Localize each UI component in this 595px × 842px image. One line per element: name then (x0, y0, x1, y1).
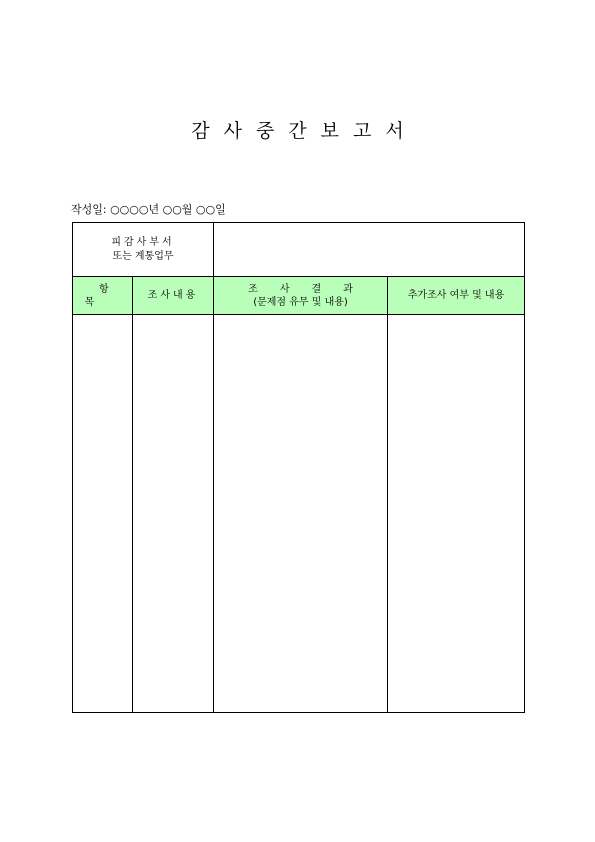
table-row (73, 315, 525, 713)
header-item-label: 항목 (84, 283, 135, 308)
dept-value-cell[interactable] (214, 223, 525, 277)
cell-content[interactable] (133, 315, 214, 713)
date-line: 작성일: ○○○○년 ○○월 ○○일 (71, 203, 226, 216)
dept-label-line2: 또는 계통업무 (112, 250, 174, 262)
header-content-label: 조사내용 (147, 290, 199, 301)
dept-label-line1: 피감사부서 (111, 236, 175, 248)
dept-label-cell (73, 223, 214, 277)
audit-report-table (72, 222, 525, 713)
header-item (73, 277, 133, 315)
header-row (73, 277, 525, 315)
cell-additional[interactable] (388, 315, 525, 713)
header-result-line2: (문제점 유무 및 내용) (253, 296, 348, 308)
dept-row (73, 223, 525, 277)
header-result-line1: 조사결과 (248, 283, 375, 295)
header-result (214, 277, 388, 315)
header-additional-label: 추가조사 여부 및 내용 (407, 290, 505, 301)
cell-item[interactable] (73, 315, 133, 713)
header-content (133, 277, 214, 315)
document-title: 감사중간보고서 (191, 120, 418, 142)
cell-result[interactable] (214, 315, 388, 713)
header-additional (388, 277, 525, 315)
